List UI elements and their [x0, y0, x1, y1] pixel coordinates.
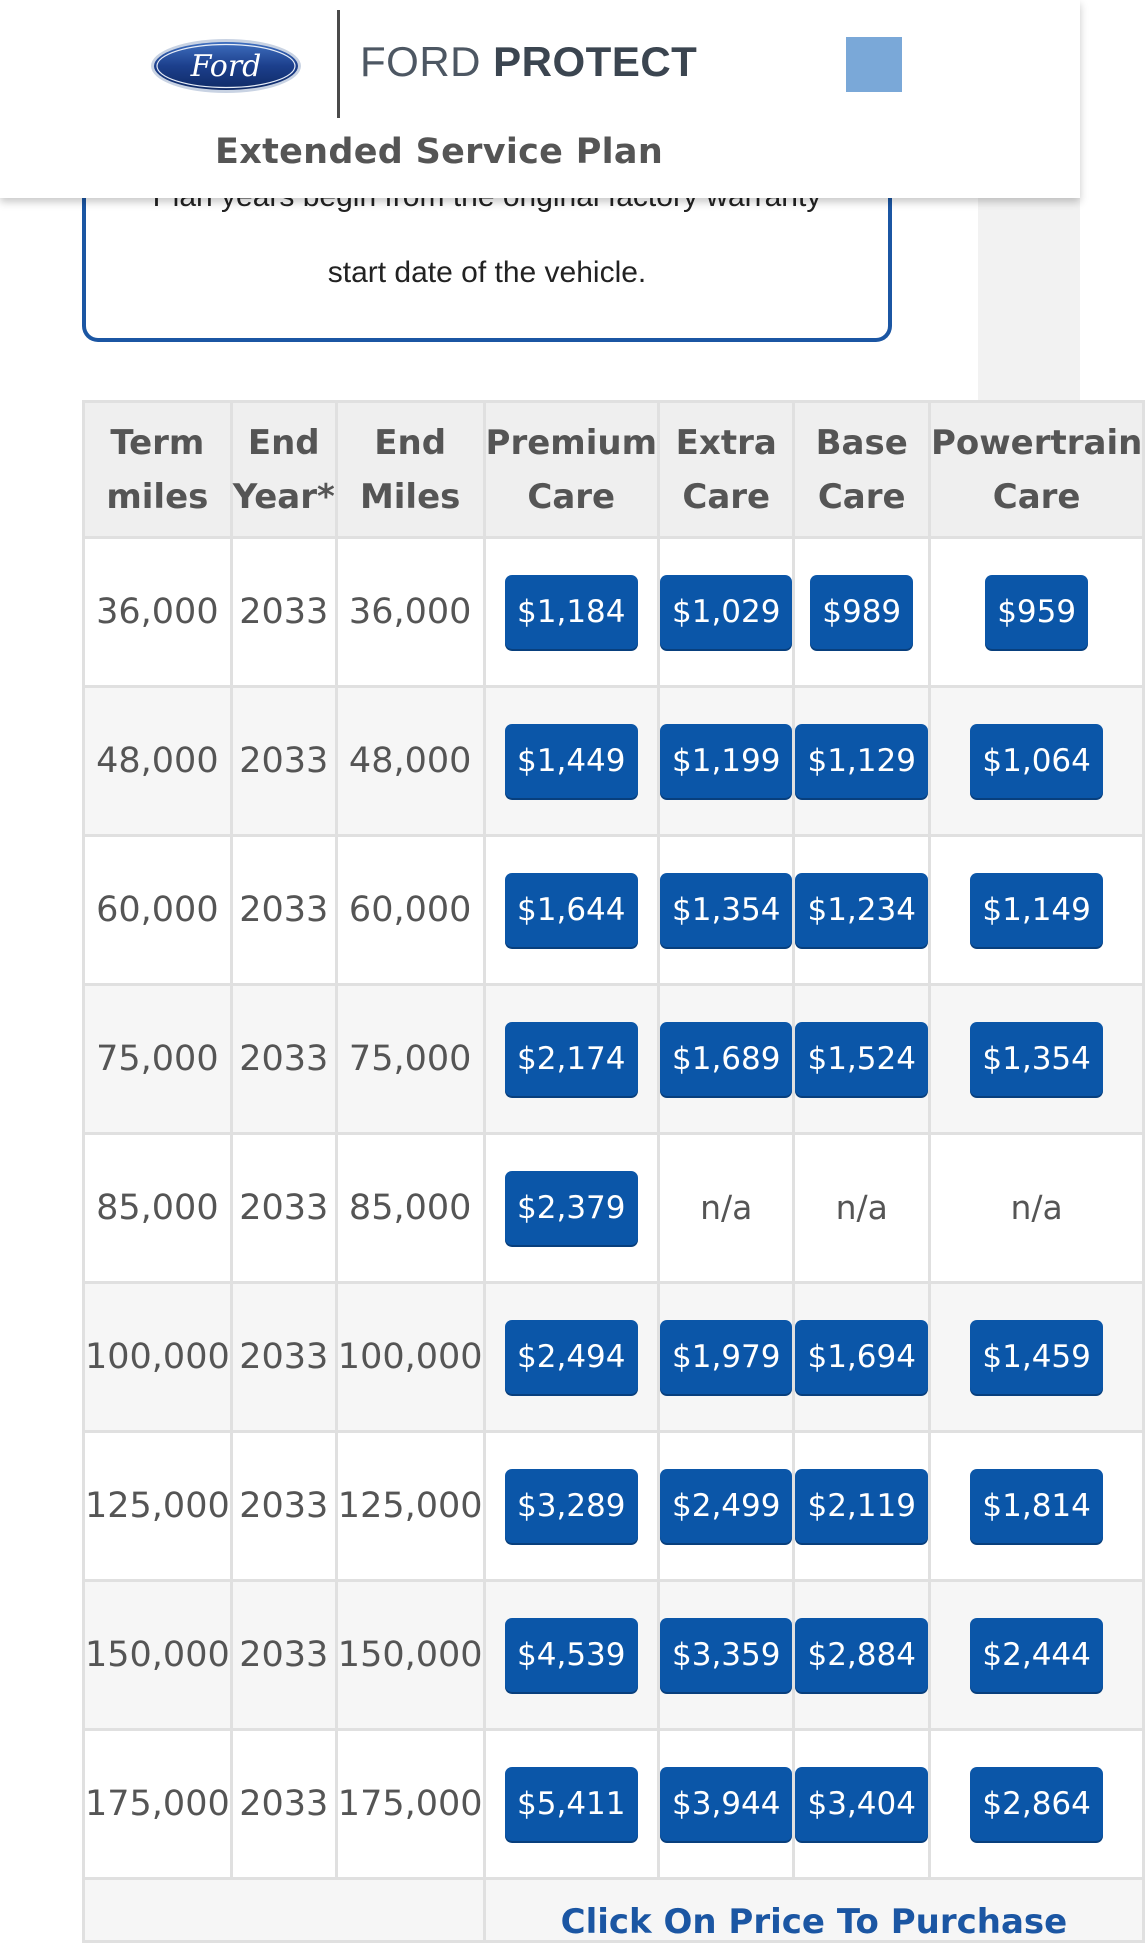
- table-cell: [929, 985, 1143, 1134]
- price-button[interactable]: $1,184: [505, 575, 637, 649]
- cell-text: 48,000: [96, 741, 219, 781]
- cell-text: 175,000: [337, 1784, 483, 1824]
- table-cell: [231, 836, 336, 985]
- not-available-text: n/a: [1010, 1188, 1063, 1227]
- table-cell: [231, 985, 336, 1134]
- column-header-text: Premium: [485, 422, 657, 463]
- cell-text: 85,000: [348, 1188, 472, 1228]
- cell-text: 2033: [239, 1635, 329, 1675]
- table-cell: [659, 1730, 794, 1879]
- column-header-text: Miles: [359, 476, 461, 517]
- table-header-row: [84, 402, 1144, 538]
- cell-text: 2033: [239, 1188, 329, 1228]
- cell-text: 36,000: [348, 592, 472, 632]
- table-cell: [484, 538, 658, 687]
- cell-text: 100,000: [85, 1337, 230, 1377]
- table-cell: [659, 1581, 794, 1730]
- table-cell: [794, 1134, 929, 1283]
- price-button[interactable]: $989: [810, 575, 913, 649]
- table-cell: [659, 1134, 794, 1283]
- price-button[interactable]: $1,694: [795, 1320, 927, 1394]
- price-button[interactable]: $1,234: [795, 873, 927, 947]
- table-cell: [336, 1134, 484, 1283]
- brand-title: [360, 38, 697, 86]
- table-cell: [794, 985, 929, 1134]
- price-button[interactable]: $1,644: [505, 873, 637, 947]
- price-button[interactable]: $4,539: [505, 1618, 637, 1692]
- price-button[interactable]: $5,411: [505, 1767, 637, 1841]
- table-cell: [231, 538, 336, 687]
- table-row: [84, 1134, 1144, 1283]
- table-cell: [484, 687, 658, 836]
- table-cell: [84, 1134, 232, 1283]
- price-button[interactable]: $1,814: [970, 1469, 1102, 1543]
- table-row: [84, 1432, 1144, 1581]
- cell-text: 175,000: [85, 1784, 230, 1824]
- price-button[interactable]: $2,499: [660, 1469, 792, 1543]
- cell-text: 125,000: [85, 1486, 230, 1526]
- brand-subtitle: Extended Service Plan: [215, 132, 664, 172]
- table-cell: [659, 687, 794, 836]
- column-header-text: miles: [106, 476, 209, 517]
- table-cell: [659, 1283, 794, 1432]
- purchase-link[interactable]: Click On Price To Purchase: [560, 1902, 1068, 1942]
- table-cell: [84, 1581, 232, 1730]
- price-button[interactable]: $1,029: [660, 575, 792, 649]
- column-header-text: Care: [817, 476, 906, 517]
- table-cell: [84, 538, 232, 687]
- table-cell: [231, 687, 336, 836]
- table-cell: [484, 1134, 658, 1283]
- cell-text: 150,000: [85, 1635, 230, 1675]
- price-button[interactable]: $2,494: [505, 1320, 637, 1394]
- table-cell: [484, 1283, 658, 1432]
- table-cell: [336, 1581, 484, 1730]
- price-button[interactable]: $2,444: [970, 1618, 1102, 1692]
- price-button[interactable]: $1,064: [970, 724, 1102, 798]
- table-cell: [336, 687, 484, 836]
- price-button[interactable]: $1,979: [660, 1320, 792, 1394]
- table-cell: [84, 1432, 232, 1581]
- column-header-5: [794, 402, 929, 538]
- table-cell: [84, 1879, 485, 1942]
- table-cell: [484, 1581, 658, 1730]
- table-cell: [231, 1730, 336, 1879]
- table-cell: [929, 687, 1143, 836]
- cell-text: 2033: [239, 741, 329, 781]
- table-cell: [929, 538, 1143, 687]
- price-button[interactable]: $2,174: [505, 1022, 637, 1096]
- table-cell: [336, 1283, 484, 1432]
- table-cell: [84, 985, 232, 1134]
- cell-text: 60,000: [96, 890, 219, 930]
- table-cell: [336, 1432, 484, 1581]
- brand-suffix: PROTECT: [493, 38, 698, 85]
- cell-text: 150,000: [337, 1635, 483, 1675]
- column-header-text: End: [247, 422, 320, 463]
- column-header-0: [84, 402, 232, 538]
- column-header-text: Extra: [675, 422, 777, 463]
- ford-logo[interactable]: [150, 38, 302, 94]
- table-cell: [929, 1134, 1143, 1283]
- table-cell: [794, 836, 929, 985]
- price-button[interactable]: $1,524: [795, 1022, 927, 1096]
- price-button[interactable]: $1,689: [660, 1022, 792, 1096]
- table-cell: [84, 687, 232, 836]
- table-row: [84, 687, 1144, 836]
- table-row: [84, 1283, 1144, 1432]
- table-cell: [659, 985, 794, 1134]
- table-cell: [794, 687, 929, 836]
- price-button[interactable]: $1,149: [970, 873, 1102, 947]
- table-cell: [794, 1581, 929, 1730]
- price-button[interactable]: $3,404: [795, 1767, 927, 1841]
- table-cell: [336, 538, 484, 687]
- price-button[interactable]: $2,119: [795, 1469, 927, 1543]
- price-button[interactable]: $1,354: [970, 1022, 1102, 1096]
- table-cell: [231, 1432, 336, 1581]
- price-button[interactable]: $1,129: [795, 724, 927, 798]
- brand-prefix: FORD: [360, 38, 481, 85]
- table-cell: [659, 1432, 794, 1581]
- table-row: [84, 1730, 1144, 1879]
- table-cell: [484, 985, 658, 1134]
- cell-text: 2033: [239, 1337, 329, 1377]
- notice-line-2: start date of the vehicle.: [327, 256, 647, 289]
- column-header-text: Term: [110, 422, 205, 463]
- cell-text: 60,000: [348, 890, 472, 930]
- table-cell: [929, 1581, 1143, 1730]
- not-available-text: n/a: [700, 1188, 753, 1227]
- cell-text: 100,000: [337, 1337, 483, 1377]
- table-cell: [231, 1134, 336, 1283]
- table-row: [84, 1581, 1144, 1730]
- price-button[interactable]: $3,359: [660, 1618, 792, 1692]
- table-cell: [336, 1730, 484, 1879]
- table-cell: [84, 1283, 232, 1432]
- table-cell: [231, 1581, 336, 1730]
- table-row: [84, 836, 1144, 985]
- table-cell: [484, 836, 658, 985]
- table-footer-row: [84, 1879, 1144, 1942]
- price-button[interactable]: $2,864: [970, 1767, 1102, 1841]
- table-cell: [794, 538, 929, 687]
- cell-text: 36,000: [96, 592, 219, 632]
- table-body: [84, 538, 1144, 1942]
- cell-text: 75,000: [348, 1039, 472, 1079]
- column-header-text: Care: [682, 476, 771, 517]
- table-cell: [484, 1879, 1144, 1942]
- cell-text: 2033: [239, 1486, 329, 1526]
- table-cell: [484, 1730, 658, 1879]
- column-header-text: Base: [815, 422, 908, 463]
- column-header-text: Year*: [232, 476, 335, 517]
- price-button[interactable]: $3,289: [505, 1469, 637, 1543]
- column-header-text: Care: [992, 476, 1081, 517]
- table-cell: [336, 836, 484, 985]
- column-header-2: [336, 402, 484, 538]
- cell-text: 2033: [239, 890, 329, 930]
- column-header-4: [659, 402, 794, 538]
- column-header-3: [484, 402, 658, 538]
- cell-text: 2033: [239, 1784, 329, 1824]
- price-button[interactable]: $2,884: [795, 1618, 927, 1692]
- price-button[interactable]: $1,459: [970, 1320, 1102, 1394]
- table-cell: [484, 1432, 658, 1581]
- not-available-text: n/a: [835, 1188, 888, 1227]
- price-button[interactable]: $2,379: [505, 1171, 637, 1245]
- cell-text: 2033: [239, 1039, 329, 1079]
- cell-text: 48,000: [348, 741, 472, 781]
- price-table: [82, 400, 1145, 1943]
- column-header-text: Powertrain: [930, 422, 1143, 463]
- cell-text: 2033: [239, 592, 329, 632]
- table-cell: [794, 1283, 929, 1432]
- column-header-1: [231, 402, 336, 538]
- header-divider: [337, 10, 340, 118]
- price-button[interactable]: $959: [985, 575, 1088, 649]
- column-header-6: [929, 402, 1143, 538]
- cell-text: 125,000: [337, 1486, 483, 1526]
- table-cell: [929, 1432, 1143, 1581]
- cell-text: 75,000: [96, 1039, 219, 1079]
- table-cell: [84, 836, 232, 985]
- price-button[interactable]: $3,944: [660, 1767, 792, 1841]
- svg-text:Ford: Ford: [190, 49, 262, 84]
- column-header-text: Care: [527, 476, 616, 517]
- table-cell: [929, 1730, 1143, 1879]
- menu-button[interactable]: [846, 37, 902, 92]
- table-cell: [929, 1283, 1143, 1432]
- cell-text: 85,000: [96, 1188, 219, 1228]
- column-header-text: End: [374, 422, 447, 463]
- site-header: [0, 0, 1080, 198]
- table-cell: [84, 1730, 232, 1879]
- table-cell: [794, 1730, 929, 1879]
- table-cell: [231, 1283, 336, 1432]
- table-row: [84, 538, 1144, 687]
- price-button[interactable]: $1,354: [660, 873, 792, 947]
- table-cell: [794, 1432, 929, 1581]
- price-button[interactable]: $1,449: [505, 724, 637, 798]
- table-cell: [929, 836, 1143, 985]
- table-row: [84, 985, 1144, 1134]
- table-cell: [659, 836, 794, 985]
- price-button[interactable]: $1,199: [660, 724, 792, 798]
- table-cell: [336, 985, 484, 1134]
- table-cell: [659, 538, 794, 687]
